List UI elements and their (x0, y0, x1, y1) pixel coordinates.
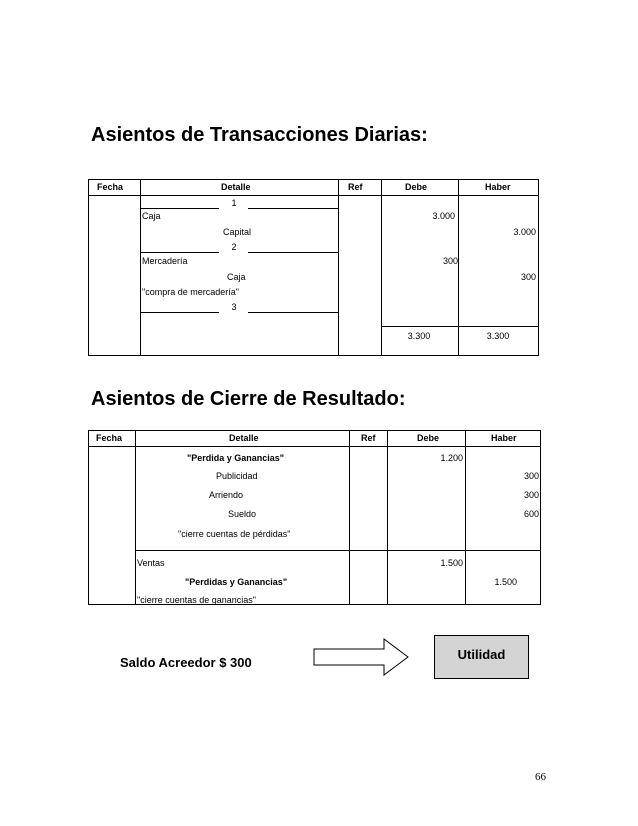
header-ref: Ref (361, 433, 376, 443)
account-detail: Publicidad (216, 471, 258, 481)
entry-description: "cierre cuentas de ganancias" (137, 595, 256, 605)
haber-value: 600 (523, 509, 539, 519)
account-detail: "Perdidas y Ganancias" (185, 577, 288, 587)
entry-description: "compra de mercadería" (142, 287, 239, 297)
entry-separator-line (135, 550, 541, 551)
section-title-transacciones: Asientos de Transacciones Diarias: (91, 124, 428, 146)
entry-description: "cierre cuentas de pérdidas" (178, 529, 291, 539)
header-haber: Haber (491, 433, 517, 443)
right-arrow-icon (313, 638, 409, 676)
haber-value: 3.000 (513, 227, 536, 237)
entry-separator-line (141, 252, 219, 253)
header-fecha: Fecha (97, 182, 124, 192)
header-detalle: Detalle (229, 433, 259, 443)
utilidad-box (434, 635, 529, 679)
column-divider (381, 180, 382, 355)
header-debe: Debe (405, 182, 428, 192)
account-detail: Sueldo (228, 509, 257, 519)
account-detail: Capital (223, 227, 252, 237)
account-detail: Mercadería (142, 256, 188, 266)
account-detail: Arriendo (209, 490, 244, 500)
saldo-acreedor-label: Saldo Acreedor $ 300 (120, 655, 252, 670)
column-divider (349, 431, 350, 604)
account-detail: "Perdida y Ganancias" (187, 453, 285, 463)
account-detail: Ventas (137, 558, 165, 568)
account-detail: Caja (142, 211, 161, 221)
entry-separator-line (141, 312, 219, 313)
header-fecha: Fecha (96, 433, 123, 443)
entry-separator-line (248, 208, 338, 209)
column-divider (387, 431, 388, 604)
column-divider (465, 431, 466, 604)
debe-value: 1.500 (440, 558, 463, 568)
account-detail: Caja (227, 272, 246, 282)
journal-table-transacciones (88, 179, 539, 356)
entry-number: 1 (231, 198, 237, 208)
entry-number: 3 (231, 302, 237, 312)
entry-number: 2 (231, 242, 237, 252)
table-header (89, 180, 538, 196)
column-divider (135, 431, 136, 604)
column-divider (140, 180, 141, 355)
table-header (89, 431, 540, 447)
column-divider (338, 180, 339, 355)
haber-value: 300 (520, 272, 536, 282)
total-debe: 3.300 (407, 331, 431, 341)
total-haber: 3.300 (486, 331, 510, 341)
header-detalle: Detalle (221, 182, 251, 192)
debe-value: 1.200 (440, 453, 463, 463)
page-number: 66 (535, 771, 546, 783)
entry-separator-line (248, 312, 338, 313)
entry-separator-line (141, 208, 219, 209)
utilidad-label: Utilidad (457, 647, 506, 662)
section-title-cierre: Asientos de Cierre de Resultado: (91, 388, 406, 410)
haber-value: 300 (523, 490, 539, 500)
debe-value: 3.000 (432, 211, 455, 221)
haber-value: 1.500 (494, 577, 517, 587)
header-ref: Ref (348, 182, 363, 192)
journal-table-cierre (88, 430, 541, 605)
header-haber: Haber (485, 182, 511, 192)
totals-line (381, 326, 539, 327)
entry-separator-line (248, 252, 338, 253)
column-divider (458, 180, 459, 355)
debe-value: 300 (442, 256, 458, 266)
haber-value: 300 (523, 471, 539, 481)
header-debe: Debe (417, 433, 440, 443)
